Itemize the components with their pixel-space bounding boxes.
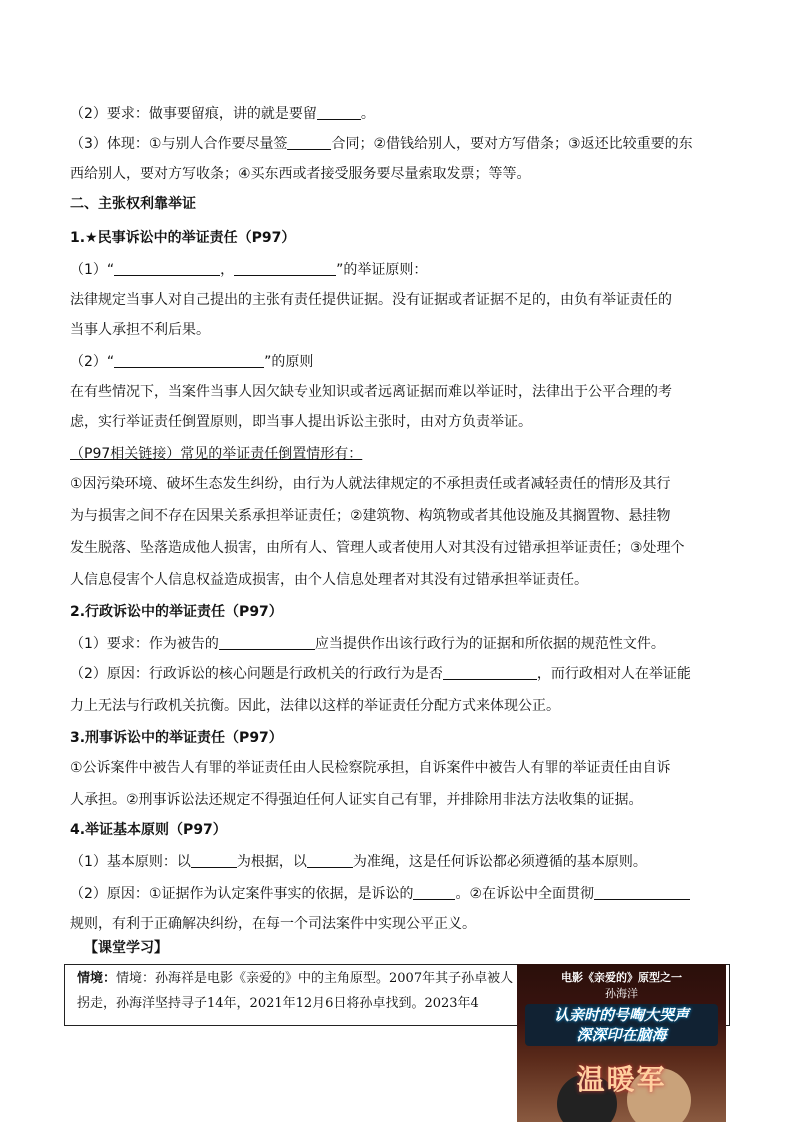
context-line-2: 拐走，孙海洋坚持寻子14年，2021年12月6日将孙卓找到。2023年4	[77, 996, 479, 1011]
fill-blank[interactable]	[234, 261, 336, 276]
subheading-criminal: 3.刑事诉讼中的举证责任（P97）	[70, 730, 283, 746]
paragraph-line: 发生脱落、坠落造成他人损害，由所有人、管理人或者使用人对其没有过错承担举证责任；③处理个	[70, 540, 685, 556]
principle-reason: （2）原因：①证据作为认定案件事实的依据，是诉讼的 。②在诉讼中全面贯彻	[70, 884, 726, 904]
fill-blank[interactable]	[594, 885, 690, 900]
manifestation-line-1: （3）体现：①与别人合作要尽量签 合同；②借钱给别人，要对方写借条；③返还比较重要的东	[70, 136, 693, 152]
fill-blank[interactable]	[114, 261, 220, 276]
fill-blank[interactable]	[443, 665, 537, 680]
paragraph-line: 为与损害之间不存在因果关系承担举证责任；②建筑物、构筑物或者其他设施及其搁置物、悬挂物	[70, 508, 671, 524]
fill-blank[interactable]	[287, 135, 331, 150]
fill-blank[interactable]	[114, 353, 264, 368]
photo-caption: 电影《亲爱的》原型之一	[561, 971, 682, 984]
class-study-heading: 【课堂学习】	[84, 940, 168, 956]
photo-overlay-text: 温暖军	[576, 1063, 667, 1096]
paragraph-line: 在有些情况下，当案件当事人因欠缺专业知识或者远离证据而难以举证时，法律出于公平合理的考	[70, 384, 672, 400]
manifestation-line-2: 西给别人，要对方写收条；④买东西或者接受服务要尽量索取发票；等等。	[70, 166, 531, 182]
paragraph-line: 力上无法与行政机关抗衡。因此，法律以这样的举证责任分配方式来体现公正。	[70, 698, 560, 714]
subheading-administrative: 2.行政诉讼中的举证责任（P97）	[70, 604, 283, 620]
subheading-principles: 4.举证基本原则（P97）	[70, 822, 227, 838]
banner-line-2: 深深印在脑海	[576, 1026, 667, 1044]
admin-reason: （2）原因：行政诉讼的核心问题是行政机关的行政行为是否 ，而行政相对人在举证能	[70, 666, 691, 682]
section-heading: 二、主张权利靠举证	[70, 196, 196, 212]
civil-principle-1: （1）“ ， ”的举证原则：	[70, 262, 428, 278]
photo-banner	[525, 1004, 718, 1046]
photo-caption-name: 孙海洋	[605, 987, 638, 1000]
fill-blank[interactable]	[219, 635, 315, 650]
subheading-civil: 1.★民事诉讼中的举证责任（P97）	[70, 230, 296, 246]
news-photo	[517, 964, 726, 1122]
paragraph-line: 当事人承担不利后果。	[70, 322, 210, 338]
paragraph-line: 人承担。②刑事诉讼法还规定不得强迫任何人证实自己有罪，并排除用非法方法收集的证据。	[70, 792, 643, 808]
context-line-1: 情境：情境：孙海祥是电影《亲爱的》中的主角原型。2007年其子孙卓被人	[77, 971, 514, 986]
fill-blank[interactable]	[307, 853, 353, 868]
fill-blank[interactable]	[191, 853, 237, 868]
paragraph-line: 规则，有利于正确解决纠纷，在每一个司法案件中实现公平正义。	[70, 916, 476, 932]
requirement-line: （2）要求：做事要留痕，讲的就是要留 。	[70, 106, 375, 122]
paragraph-line: 人信息侵害个人信息权益造成损害，由个人信息处理者对其没有过错承担举证责任。	[70, 572, 588, 588]
basic-principle: （1）基本原则：以 为根据，以 为准绳，这是任何诉讼都必须遵循的基本原则。	[70, 854, 647, 870]
related-link-heading: （P97相关链接）常见的举证责任倒置情形有：	[70, 446, 363, 462]
fill-blank[interactable]	[413, 885, 455, 900]
fill-blank[interactable]	[317, 105, 361, 120]
paragraph-line: 虑，实行举证责任倒置原则，即当事人提出诉讼主张时，由对方负责举证。	[70, 414, 532, 430]
paragraph-line: ①公诉案件中被告人有罪的举证责任由人民检察院承担，自诉案件中被告人有罪的举证责任由自诉	[70, 760, 671, 776]
admin-requirement: （1）要求：作为被告的 应当提供作出该行政行为的证据和所依据的规范性文件。	[70, 636, 665, 652]
paragraph-line: ①因污染环境、破坏生态发生纠纷，由行为人就法律规定的不承担责任或者减轻责任的情形及其行	[70, 476, 671, 492]
paragraph-line: 法律规定当事人对自己提出的主张有责任提供证据。没有证据或者证据不足的，由负有举证责任的	[70, 292, 672, 308]
civil-principle-2: （2）“ ”的原则	[70, 354, 314, 370]
banner-line-1: 认亲时的号啕大哭声	[553, 1006, 689, 1024]
